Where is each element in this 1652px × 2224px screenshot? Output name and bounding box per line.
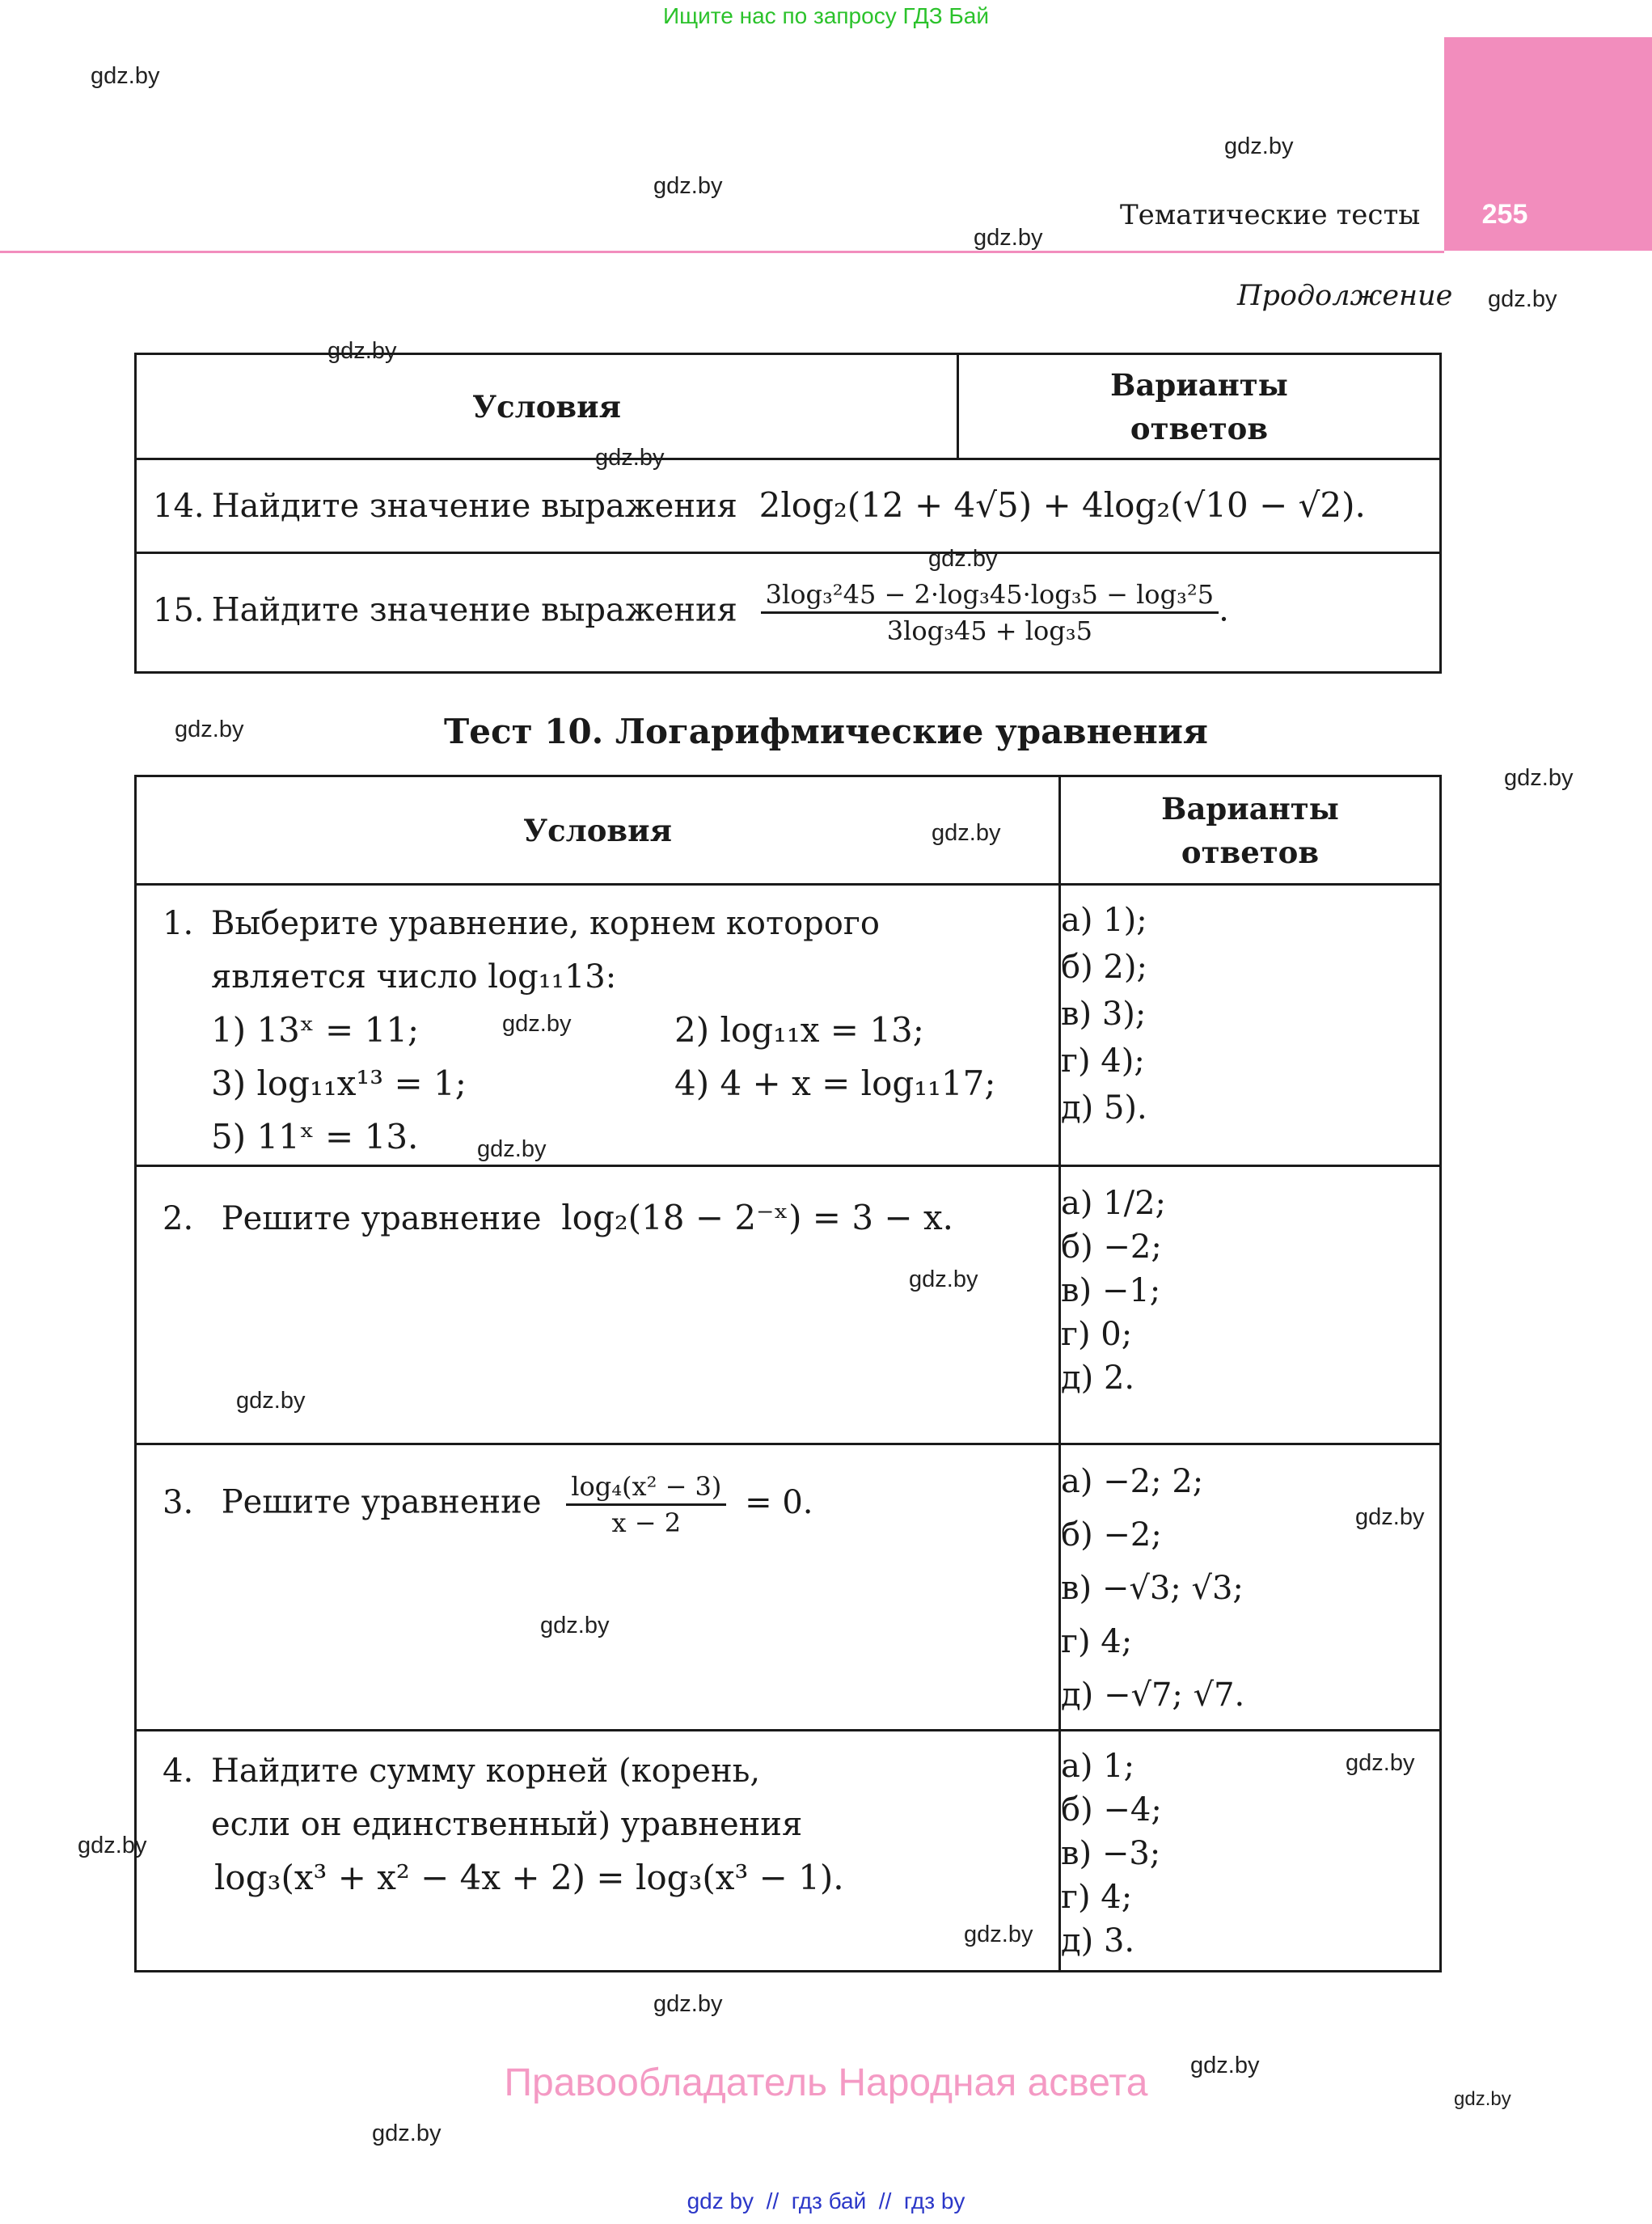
watermark: gdz.by [909, 1266, 978, 1292]
table-row [136, 1166, 1060, 1444]
watermark: gdz.by [653, 173, 723, 199]
watermark: gdz.by [1504, 765, 1574, 791]
answer-option: г) 4; [1061, 1879, 1133, 1916]
answer-option: а) 1/2; [1061, 1185, 1167, 1222]
watermark: gdz.by [477, 1136, 547, 1162]
task-text: Найдите значение выражения [211, 488, 737, 525]
task-fraction [761, 577, 1219, 648]
table-row [136, 885, 1060, 1166]
answer-option: а) 1; [1061, 1748, 1135, 1785]
task-expression: 2log₂(12 + 4√5) + 4log₂(√10 − √2). [758, 485, 1366, 525]
option: 2) log₁₁x = 13; [674, 1010, 924, 1050]
fraction-numerator: log₄(x² − 3) [566, 1469, 726, 1506]
answers-header [1060, 776, 1441, 885]
footer-links[interactable]: gdz by // гдз бай // гдз by [687, 2188, 965, 2213]
task-number: 3. [163, 1483, 194, 1521]
table-row [136, 459, 1441, 553]
watermark: gdz.by [372, 2120, 442, 2146]
task-line: если он единственный) уравнения [211, 1806, 803, 1843]
answers-header-text: Варианты ответов [1110, 366, 1288, 446]
answer-option: г) 4; [1061, 1623, 1133, 1660]
task-number: 1. [163, 905, 194, 942]
task-fraction [566, 1469, 726, 1540]
task-text: Найдите значение выражения [211, 591, 737, 629]
task-line: является число log₁₁13: [211, 958, 617, 996]
answer-options [1060, 1731, 1441, 1972]
watermark: gdz.by [1454, 2088, 1511, 2110]
task-number: 2. [163, 1200, 194, 1237]
answer-options [1060, 885, 1441, 1166]
answer-option: б) −2; [1061, 1516, 1162, 1554]
task-text: Решите уравнение [221, 1483, 542, 1521]
table-row [136, 1731, 1060, 1972]
answer-option: б) 2); [1061, 949, 1147, 986]
answer-option: г) 0; [1061, 1316, 1133, 1353]
top-banner: Ищите нас по запросу ГДЗ Бай [662, 3, 990, 28]
watermark: gdz.by [974, 225, 1043, 251]
table-row: 15. Найдите значение выражения $\frac{\text{3log₃²45 − 2·log₃45·log₃5 − log₃²5}}{\text{3log₃45 + log₃5}}$ . [136, 553, 1441, 673]
continuation-label: Продолжение [1237, 280, 1453, 312]
watermark: gdz.by [1224, 133, 1294, 159]
continuation-table [134, 353, 1442, 674]
header-divider [0, 251, 1444, 253]
watermark: gdz.by [595, 445, 665, 471]
answer-option: г) 4); [1061, 1042, 1145, 1080]
watermark: gdz.by [653, 1991, 723, 2017]
test-table [134, 775, 1442, 1972]
answers-header-text: Варианты ответов [1161, 790, 1339, 870]
table-row [136, 1444, 1060, 1731]
task-line: Найдите сумму корней (корень, [211, 1753, 761, 1790]
watermark: gdz.by [175, 717, 244, 742]
page-number: 255 [1481, 199, 1528, 230]
option: 3) log₁₁x¹³ = 1; [211, 1063, 467, 1103]
section-title: Тематические тесты [1120, 199, 1421, 231]
watermark: gdz.by [1488, 286, 1557, 312]
test-title: Тест 10. Логарифмические уравнения [444, 712, 1208, 751]
option: 5) 11ˣ = 13. [211, 1117, 419, 1156]
conditions-header: Условия [136, 776, 1060, 885]
watermark: gdz.by [964, 1922, 1033, 1947]
watermark: gdz.by [91, 63, 160, 89]
watermark: gdz.by [1190, 2053, 1260, 2078]
watermark: gdz.by [327, 338, 397, 364]
fraction-numerator: 3log₃²45 − 2·log₃45·log₃5 − log₃²5 [761, 577, 1219, 614]
watermark: gdz.by [236, 1388, 306, 1414]
answer-option: д) 3. [1061, 1922, 1135, 1960]
conditions-header: Условия [136, 354, 958, 459]
option: 1) 13ˣ = 11; [211, 1010, 420, 1050]
watermark: gdz.by [932, 820, 1001, 846]
watermark: gdz.by [540, 1613, 610, 1638]
answers-header [958, 354, 1441, 459]
task-number: 4. [163, 1753, 194, 1790]
watermark: gdz.by [78, 1833, 147, 1858]
task-text: Решите уравнение [221, 1200, 542, 1237]
answer-option: в) 3); [1061, 996, 1147, 1033]
answer-option: в) −√3; √3; [1061, 1570, 1244, 1607]
watermark: gdz.by [928, 546, 998, 572]
answer-option: б) −4; [1061, 1791, 1162, 1829]
watermark: gdz.by [502, 1011, 572, 1037]
task-expression-tail: = 0. [745, 1483, 813, 1521]
task-line: Выберите уравнение, корнем которого [211, 905, 880, 942]
task-number: 15. [153, 591, 205, 629]
answer-option: в) −1; [1061, 1272, 1161, 1309]
answer-option: д) 5). [1061, 1089, 1147, 1127]
copyright: Правообладатель Народная асвета [504, 2061, 1148, 2104]
answer-option: д) 2. [1061, 1359, 1135, 1397]
watermark: gdz.by [1346, 1750, 1415, 1776]
answer-option: а) −2; 2; [1061, 1463, 1204, 1500]
task-expression: log₃(x³ + x² − 4x + 2) = log₃(x³ − 1). [214, 1858, 844, 1897]
answer-option: д) −√7; √7. [1061, 1676, 1245, 1714]
answer-option: а) 1); [1061, 902, 1147, 939]
task-number: 14. [153, 488, 205, 525]
answer-options [1060, 1166, 1441, 1444]
answer-options [1060, 1444, 1441, 1731]
fraction-denominator: x − 2 [611, 1507, 682, 1538]
answer-option: в) −3; [1061, 1835, 1161, 1872]
fraction-denominator: 3log₃45 + log₃5 [886, 615, 1092, 646]
option: 4) 4 + x = log₁₁17; [674, 1063, 996, 1103]
task-expression: log₂(18 − 2⁻ˣ) = 3 − x. [561, 1198, 954, 1237]
answer-option: б) −2; [1061, 1228, 1162, 1266]
watermark: gdz.by [1355, 1504, 1425, 1530]
